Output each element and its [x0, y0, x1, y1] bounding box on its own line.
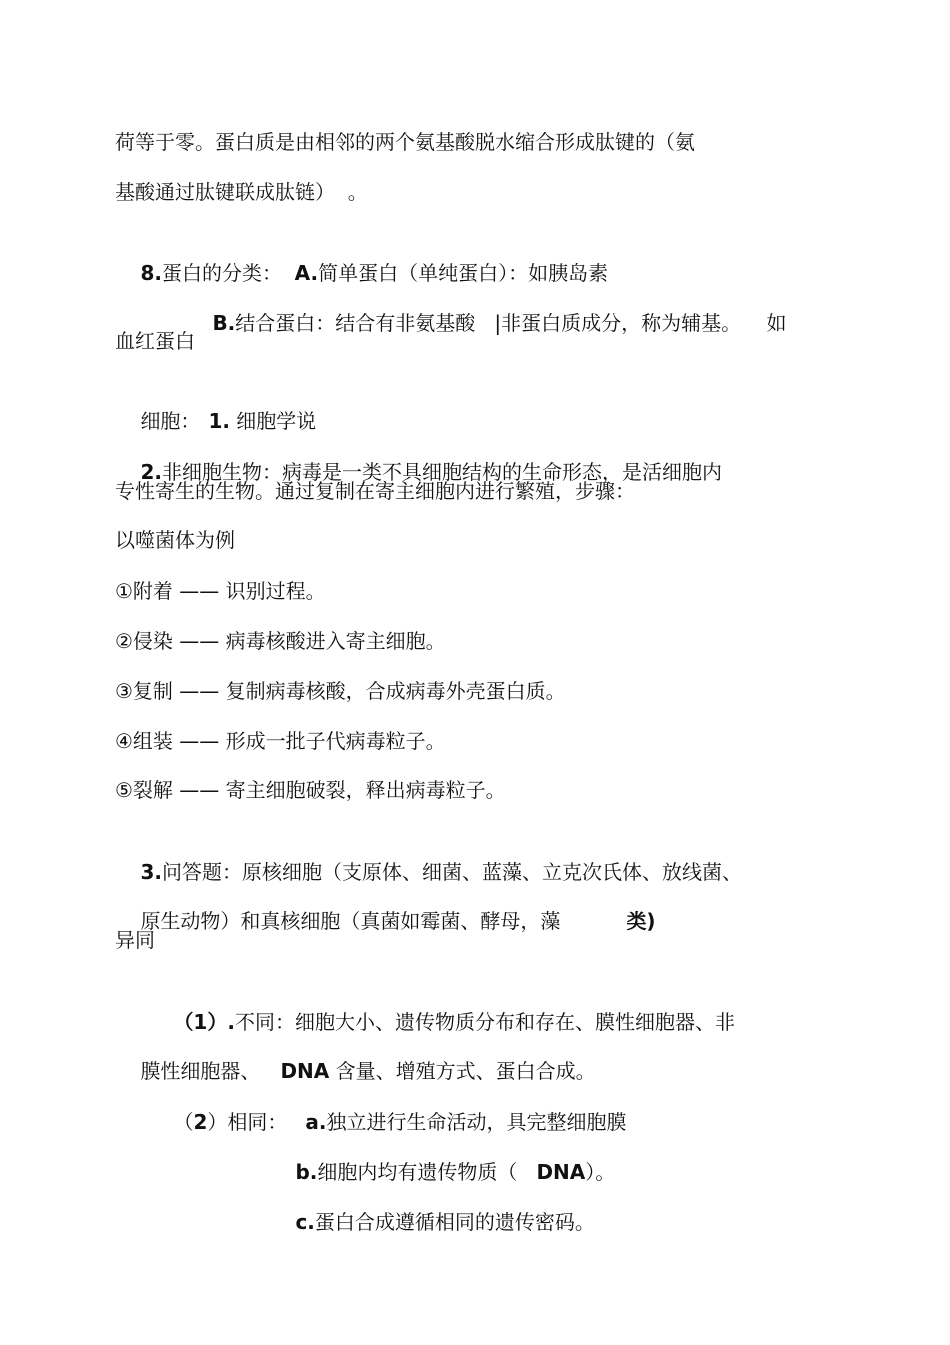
text-span: 膜性细胞器、 [140, 1059, 261, 1083]
text-span: 蛋白合成遵循相同的遗传密码。 [314, 1210, 595, 1234]
text-span: 含量、增殖方式、蛋白合成。 [329, 1059, 596, 1083]
step-item: ①附着 —— 识别过程。 [115, 579, 326, 603]
text-span: 问答题：原核细胞（支原体、细菌、蓝藻、立克次氏体、放线菌、 [161, 860, 742, 884]
item-letter: B. [212, 311, 236, 335]
dna-term: DNA [280, 1059, 330, 1083]
text-line: 血红蛋白 [115, 329, 195, 353]
step-item: ④组装 —— 形成一批子代病毒粒子。 [115, 729, 446, 753]
item-number: 1. [208, 409, 230, 433]
item-number: （1）. [173, 1010, 235, 1034]
text-span: （ [173, 1110, 194, 1134]
text-line [115, 876, 656, 966]
similarity-subitem [270, 1177, 595, 1267]
text-span: 非细胞生物：病毒是一类不具细胞结构的生命形态，是活细胞内 [161, 460, 722, 484]
item-number: 3. [140, 860, 162, 884]
dna-term: DNA [536, 1160, 586, 1184]
item-letter: a. [305, 1110, 327, 1134]
item-letter: A. [294, 261, 319, 285]
text-span: 不同：细胞大小、遗传物质分布和存在、膜性细胞器、非 [234, 1010, 735, 1034]
text-span: 细胞内均有遗传物质（ [317, 1160, 537, 1184]
text-span: 原生动物）和真核细胞（真菌如霉菌、酵母，藻 [140, 909, 561, 933]
text-span: ）相同： [207, 1110, 288, 1134]
text-line: 基酸通过肽键联成肽链） 。 [115, 180, 368, 204]
item-number: 2 [193, 1110, 208, 1134]
text-line: 专性寄生的生物。通过复制在寄主细胞内进行繁殖，步骤： [115, 479, 635, 503]
step-item: ⑤裂解 —— 寄主细胞破裂，释出病毒粒子。 [115, 778, 506, 802]
text-span: 细胞学说 [229, 409, 317, 433]
text-line: 以噬菌体为例 [115, 528, 235, 552]
text-span: ）。 [585, 1160, 616, 1184]
step-item: ②侵染 —— 病毒核酸进入寄主细胞。 [115, 629, 446, 653]
text-line [187, 278, 787, 368]
text-span: 类) [626, 909, 656, 933]
step-item: ③复制 —— 复制病毒核酸，合成病毒外壳蛋白质。 [115, 679, 566, 703]
text-span: 结合蛋白：结合有非氨基酸 |非蛋白质成分，称为辅基。 如 [235, 311, 787, 335]
text-span: 细胞： [140, 409, 201, 433]
text-span: 蛋白的分类： [161, 261, 295, 285]
text-span: 独立进行生命活动，具完整细胞膜 [326, 1110, 627, 1134]
text-line: 荷等于零。蛋白质是由相邻的两个氨基酸脱水缩合形成肽键的（氨 [115, 130, 695, 154]
item-number: 2. [140, 460, 162, 484]
item-letter: b. [295, 1160, 318, 1184]
item-number: 8. [140, 261, 162, 285]
text-line: 异同 [115, 928, 155, 952]
item-letter: c. [295, 1210, 315, 1234]
text-span: 简单蛋白（单纯蛋白）：如胰岛素 [318, 261, 609, 285]
